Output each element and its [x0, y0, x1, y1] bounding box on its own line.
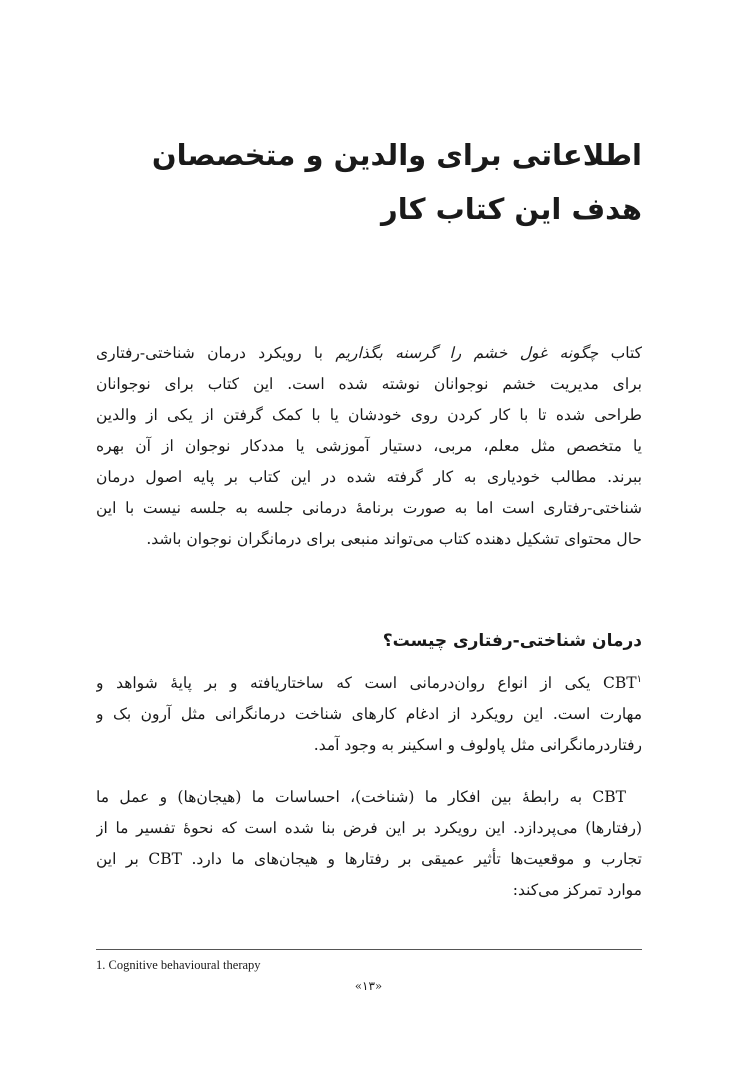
- footnote-reference: ۱: [636, 673, 642, 685]
- cbt-abbreviation: CBT: [603, 674, 637, 692]
- footnote-divider: [96, 949, 642, 950]
- section-paragraph-1: [96, 668, 642, 761]
- section-paragraph-2: [96, 782, 642, 906]
- paragraph-line: یا متخصص مثل معلم، مربی، دستیار آموزشی یا مددکار نوجوان از آن بهره: [96, 437, 642, 455]
- paragraph-line: موارد تمرکز می‌کند:: [512, 881, 642, 899]
- paragraph-line: شناختی-رفتاری است اما به صورت برنامهٔ درمانی جلسه به جلسه نیست با این: [96, 499, 642, 517]
- page-subtitle: هدف این کتاب کار: [381, 192, 642, 226]
- intro-paragraph: [96, 338, 642, 555]
- paragraph-line: ببرند. مطالب خودیاری به کار گرفته شده در این کتاب بر پایه اصول درمان: [96, 468, 642, 486]
- page-number: «۱۳»: [354, 979, 383, 993]
- page-title: اطلاعاتی برای والدین و متخصصان: [151, 138, 642, 172]
- text-run: کتاب: [598, 344, 642, 362]
- paragraph-line: تجارب و موقعیت‌ها تأثیر عمیقی بر رفتارها و هیجان‌های ما دارد. CBT بر این: [96, 850, 642, 868]
- paragraph-line: حال محتوای تشکیل دهنده کتاب می‌تواند منبعی برای درمانگران نوجوان باشد.: [146, 530, 642, 548]
- paragraph-line: برای مدیریت خشم نوجوانان نوشته شده است. این کتاب برای نوجوانان: [96, 375, 642, 393]
- paragraph-line: [96, 668, 642, 699]
- section-heading: درمان شناختی-رفتاری چیست؟: [382, 631, 642, 651]
- paragraph-line: (رفتارها) می‌پردازد. این رویکرد بر این فرض بنا شده است که نحوهٔ تفسیر ما از: [96, 819, 642, 837]
- paragraph-line: رفتاردرمانگرانی مثل پاولوف و اسکینر به وجود آمد.: [313, 736, 642, 754]
- footnote: 1. Cognitive behavioural therapy: [96, 958, 261, 972]
- paragraph-line: طراحی شده تا با کار کردن روی خودشان یا با کمک گرفتن از یکی از والدین: [96, 406, 642, 424]
- paragraph-line: مهارت است. این رویکرد از ادغام کارهای شناخت درمانگرانی مثل آرون بک و: [96, 705, 642, 723]
- text-run: با رویکرد درمان شناختی-رفتاری: [96, 344, 336, 362]
- book-title-italic: چگونه غول خشم را گرسنه بگذاریم: [335, 344, 599, 362]
- text-run: یکی از انواع روان‌درمانی است که ساختاریافته و بر پایهٔ شواهد و: [96, 674, 604, 692]
- paragraph-line: CBT به رابطهٔ بین افکار ما (شناخت)، احساسات ما (هیجان‌ها) و عمل ما: [96, 788, 626, 806]
- title-block: [90, 128, 642, 236]
- paragraph-line: [96, 338, 642, 369]
